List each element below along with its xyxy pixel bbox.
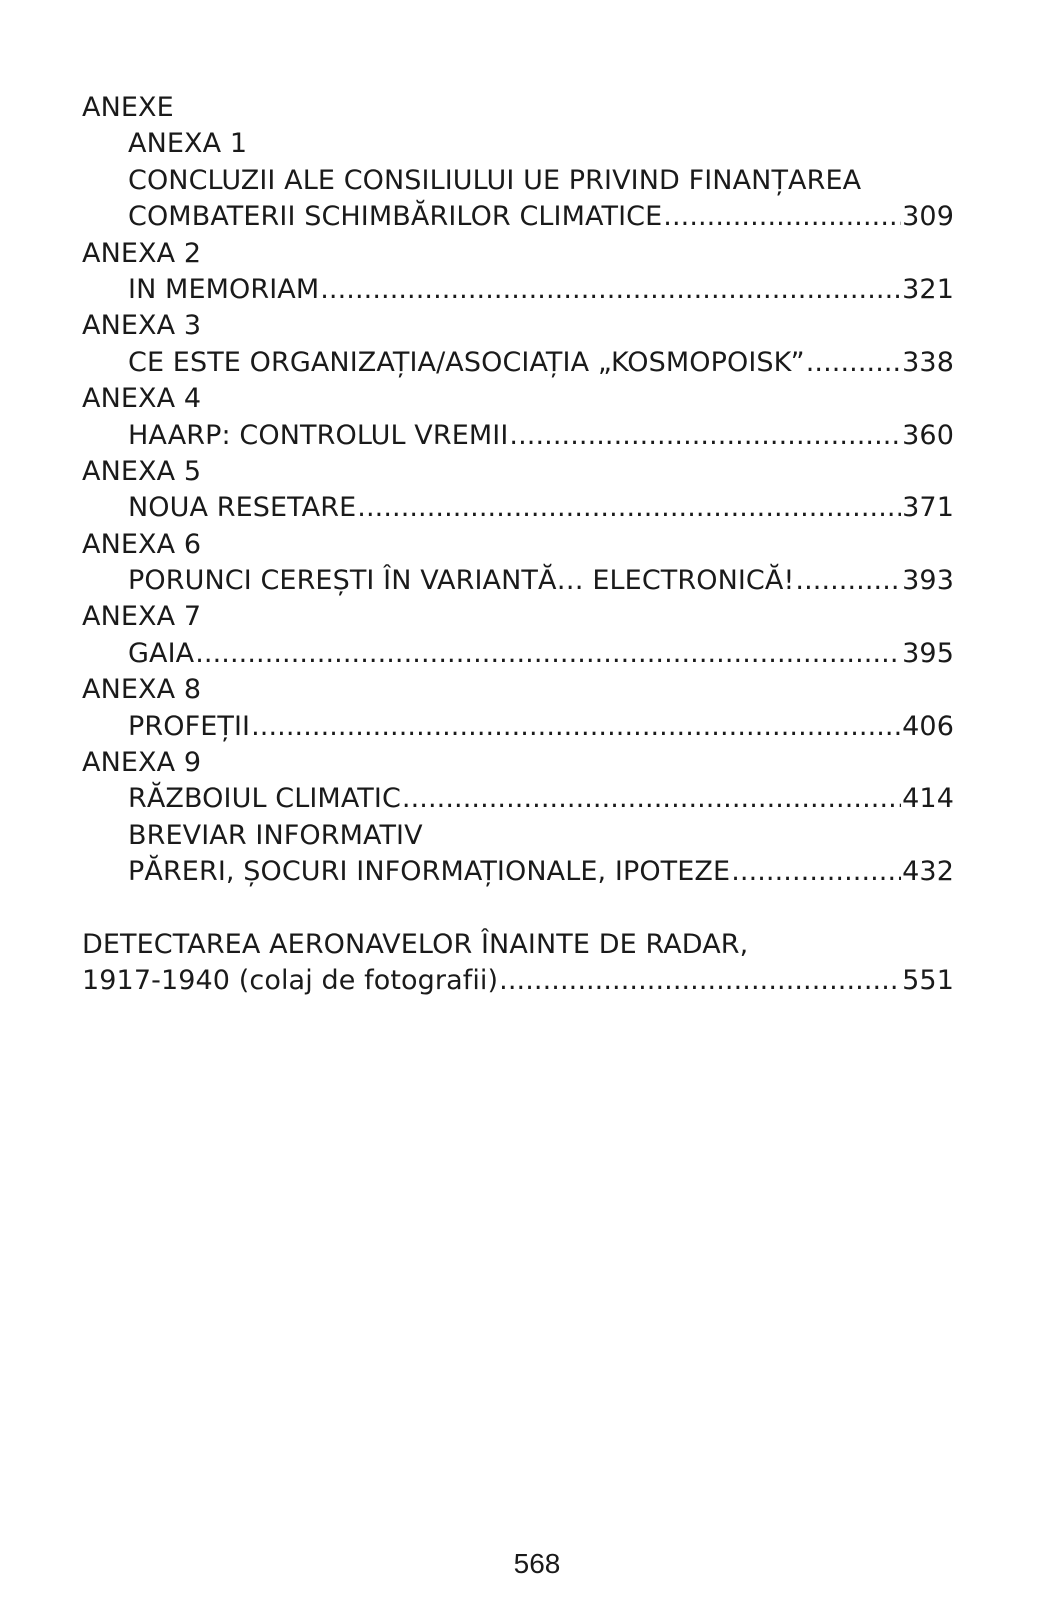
toc-label-anexa-7 [82,599,954,635]
toc-label-anexa-6 [82,527,954,563]
toc-entry-anexa-1-line1 [82,163,954,199]
anexa-4-page: 360 [902,419,954,451]
anexa-8-title: PROFEȚII [128,710,251,742]
breviar-page: 432 [902,856,954,888]
anexa-1-label: ANEXA 1 [128,128,248,160]
dot-leader [357,490,901,526]
dot-leader [499,963,901,999]
dot-leader [251,709,901,745]
toc-entry-breviar[interactable] [82,854,954,890]
dot-leader [195,636,901,672]
anexa-2-page: 321 [902,273,954,305]
toc-heading-anexe [82,90,954,126]
anexa-6-page: 393 [902,565,954,597]
dot-leader [731,854,901,890]
toc-entry-anexa-7[interactable] [82,636,954,672]
anexa-4-title: HAARP: CONTROLUL VREMII [128,419,509,451]
anexa-3-label: ANEXA 3 [82,310,202,342]
dot-leader [402,781,901,817]
dot-leader [663,199,901,235]
toc-label-anexa-1 [82,126,954,162]
anexa-2-title: IN MEMORIAM [128,273,320,305]
detectarea-title-line1: DETECTAREA AERONAVELOR ÎNAINTE DE RADAR, [82,928,749,960]
toc-label-anexa-3 [82,308,954,344]
anexa-7-label: ANEXA 7 [82,601,202,633]
toc-label-anexa-2 [82,236,954,272]
anexa-2-label: ANEXA 2 [82,237,202,269]
anexa-9-label: ANEXA 9 [82,747,202,779]
anexa-6-label: ANEXA 6 [82,528,202,560]
anexa-9-title: RĂZBOIUL CLIMATIC [128,783,401,815]
toc-label-anexa-4 [82,381,954,417]
anexa-7-title: GAIA [128,637,195,669]
toc-entry-anexa-4[interactable] [82,418,954,454]
toc-label-anexa-8 [82,672,954,708]
anexa-5-title: NOUA RESETARE [128,492,357,524]
toc-entry-anexa-3[interactable] [82,345,954,381]
toc-entry-anexa-6[interactable] [82,563,954,599]
anexa-3-title: CE ESTE ORGANIZAȚIA/ASOCIAȚIA „KOSMOPOISK” [128,346,805,378]
toc-label-anexa-9 [82,745,954,781]
dot-leader [806,345,901,381]
page-number: 568 [513,1548,561,1579]
dot-leader [320,272,901,308]
section-spacer [82,891,954,927]
anexa-4-label: ANEXA 4 [82,383,202,415]
toc-entry-anexa-2[interactable] [82,272,954,308]
anexa-6-title: PORUNCI CEREȘTI ÎN VARIANTĂ… ELECTRONICĂ! [128,565,795,597]
anexa-1-page: 309 [902,201,954,233]
toc-label-breviar [82,818,954,854]
anexa-1-title-line2: COMBATERII SCHIMBĂRILOR CLIMATICE [128,201,663,233]
anexa-7-page: 395 [902,637,954,669]
table-of-contents [82,90,954,1000]
anexa-5-label: ANEXA 5 [82,455,202,487]
toc-entry-detectarea-line1 [82,927,954,963]
anexa-3-page: 338 [902,346,954,378]
anexa-5-page: 371 [902,492,954,524]
detectarea-page: 551 [902,965,954,997]
dot-leader [795,563,901,599]
detectarea-title-line2: 1917-1940 (colaj de fotografii) [82,965,499,997]
toc-label-anexa-5 [82,454,954,490]
breviar-title: PĂRERI, ȘOCURI INFORMAȚIONALE, IPOTEZE [128,856,731,888]
anexa-9-page: 414 [902,783,954,815]
toc-entry-detectarea[interactable] [82,963,954,999]
toc-entry-anexa-1[interactable] [82,199,954,235]
toc-entry-anexa-5[interactable] [82,490,954,526]
anexa-8-label: ANEXA 8 [82,674,202,706]
breviar-label: BREVIAR INFORMATIV [128,819,423,851]
anexa-8-page: 406 [902,710,954,742]
toc-entry-anexa-9[interactable] [82,781,954,817]
dot-leader [509,418,901,454]
toc-entry-anexa-8[interactable] [82,709,954,745]
anexe-heading: ANEXE [82,92,174,123]
anexa-1-title-line1: CONCLUZII ALE CONSILIULUI UE PRIVIND FINANȚAREA [128,164,862,196]
